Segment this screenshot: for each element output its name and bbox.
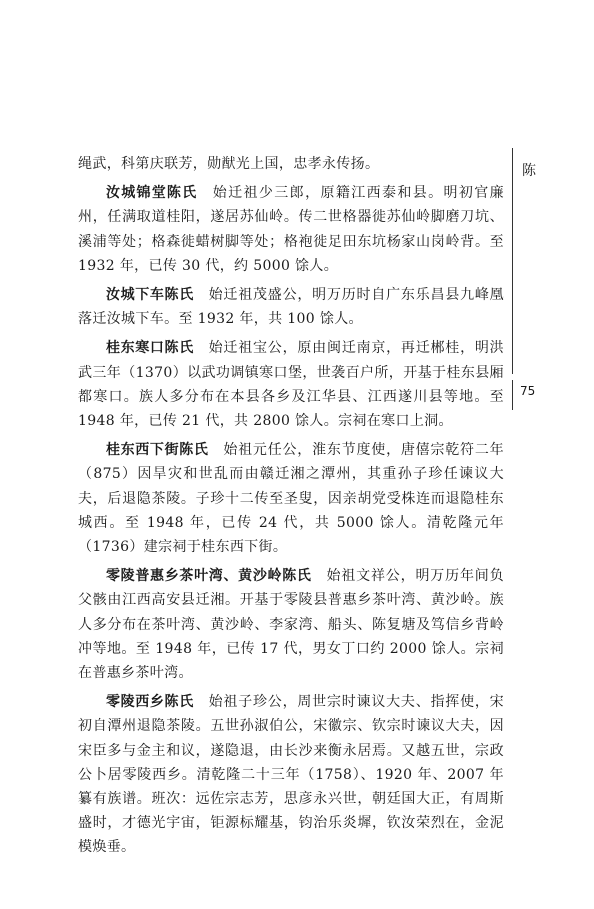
paragraph-text: 始祖元任公，淮东节度使，唐僖宗乾符二年（875）因旱灾和世乱而由赣迁湘之潭州，其重孙子珍任谏议大夫，后退隐茶陵。子珍十二传至圣叟，因亲胡党受株连而退隐桂东城西。至 1948 年，已传 24 代，共 5000 馀人。清乾隆元年（1736）建宗祠于桂东西下街。 [78, 442, 504, 556]
clan-title: 零陵西乡陈氏 [106, 694, 194, 711]
clan-title: 桂东西下街陈氏 [106, 442, 209, 459]
paragraph-text: 始祖子珍公，周世宗时谏议大夫、指挥使，宋初自潭州退隐茶陵。五世孙淑伯公，宋徽宗、钦宗时谏议大夫，因宋臣多与金主和议，遂隐退，由长沙来衡永居焉。又越五世，宗政公卜居零陵西乡。清乾隆二十三年（1758）、1920 年、2007 年纂有族谱。班次：远佐宗志芳，思彦永兴世，朝廷国大正，有周斯盛时，才德光宇宙，钜源标耀基，钧治乐炎墀，钦汝荣烈在，金泥模焕垂。 [78, 694, 504, 856]
paragraph-continuation [78, 152, 504, 176]
margin-divider-bottom [512, 380, 513, 410]
body-text [78, 152, 504, 865]
side-header-character: 陈 [522, 163, 536, 179]
paragraph-lingling-xixiang [78, 690, 504, 859]
paragraph-guidong-xixiajie [78, 438, 504, 559]
clan-title: 桂东寒口陈氏 [106, 340, 194, 357]
page-number: 75 [520, 384, 536, 398]
paragraph-text: 始祖文祥公，明万历年间负父骸由江西高安县迁湘。开基于零陵县普惠乡茶叶湾、黄沙岭。族人多分布在茶叶湾、黄沙岭、李家湾、船头、陈复塘及笃信乡背岭冲等地。至 1948 年，已传 17 代，男女丁口约 2000 馀人。宗祠在普惠乡茶叶湾。 [78, 568, 504, 682]
clan-title: 汝城下车陈氏 [106, 287, 194, 304]
paragraph-text: 始迁祖茂盛公，明万历时自广东乐昌县九峰凰落迁汝城下车。至 1932 年，共 100 馀人。 [78, 287, 504, 328]
paragraph-text: 绳武，科第庆联芳，勋猷光上国，忠孝永传扬。 [78, 156, 380, 172]
paragraph-rucheng-jintang [78, 181, 504, 278]
paragraph-text: 始迁祖宝公，原由闽迁南京，再迁郴桂，明洪武三年（1370）以武功调镇寒口堡，世袭百户所，开基于桂东县厢都寒口。族人多分布在本县各乡及江华县、江西遂川县等地。至 1948 年，已传 21 代，共 2800 馀人。宗祠在寒口上洞。 [78, 340, 504, 430]
paragraph-rucheng-xiache [78, 283, 504, 331]
clan-title: 汝城锦堂陈氏 [106, 185, 198, 202]
clan-title: 零陵普惠乡茶叶湾、黄沙岭陈氏 [106, 568, 312, 585]
paragraph-guidong-hankou [78, 336, 504, 433]
paragraph-text: 始迁祖少三郎，原籍江西泰和县。明初官廉州，任满取道桂阳，遂居苏仙岭。传二世格器徙苏仙岭脚磨刀坑、溪浦等处；格森徙蜡树脚等处；格袍徙足田东坑杨家山岗岭背。至 1932 年，已传 30 代，约 5000 馀人。 [78, 185, 504, 274]
paragraph-lingling-puhui [78, 564, 504, 685]
margin-divider-top [512, 148, 513, 374]
